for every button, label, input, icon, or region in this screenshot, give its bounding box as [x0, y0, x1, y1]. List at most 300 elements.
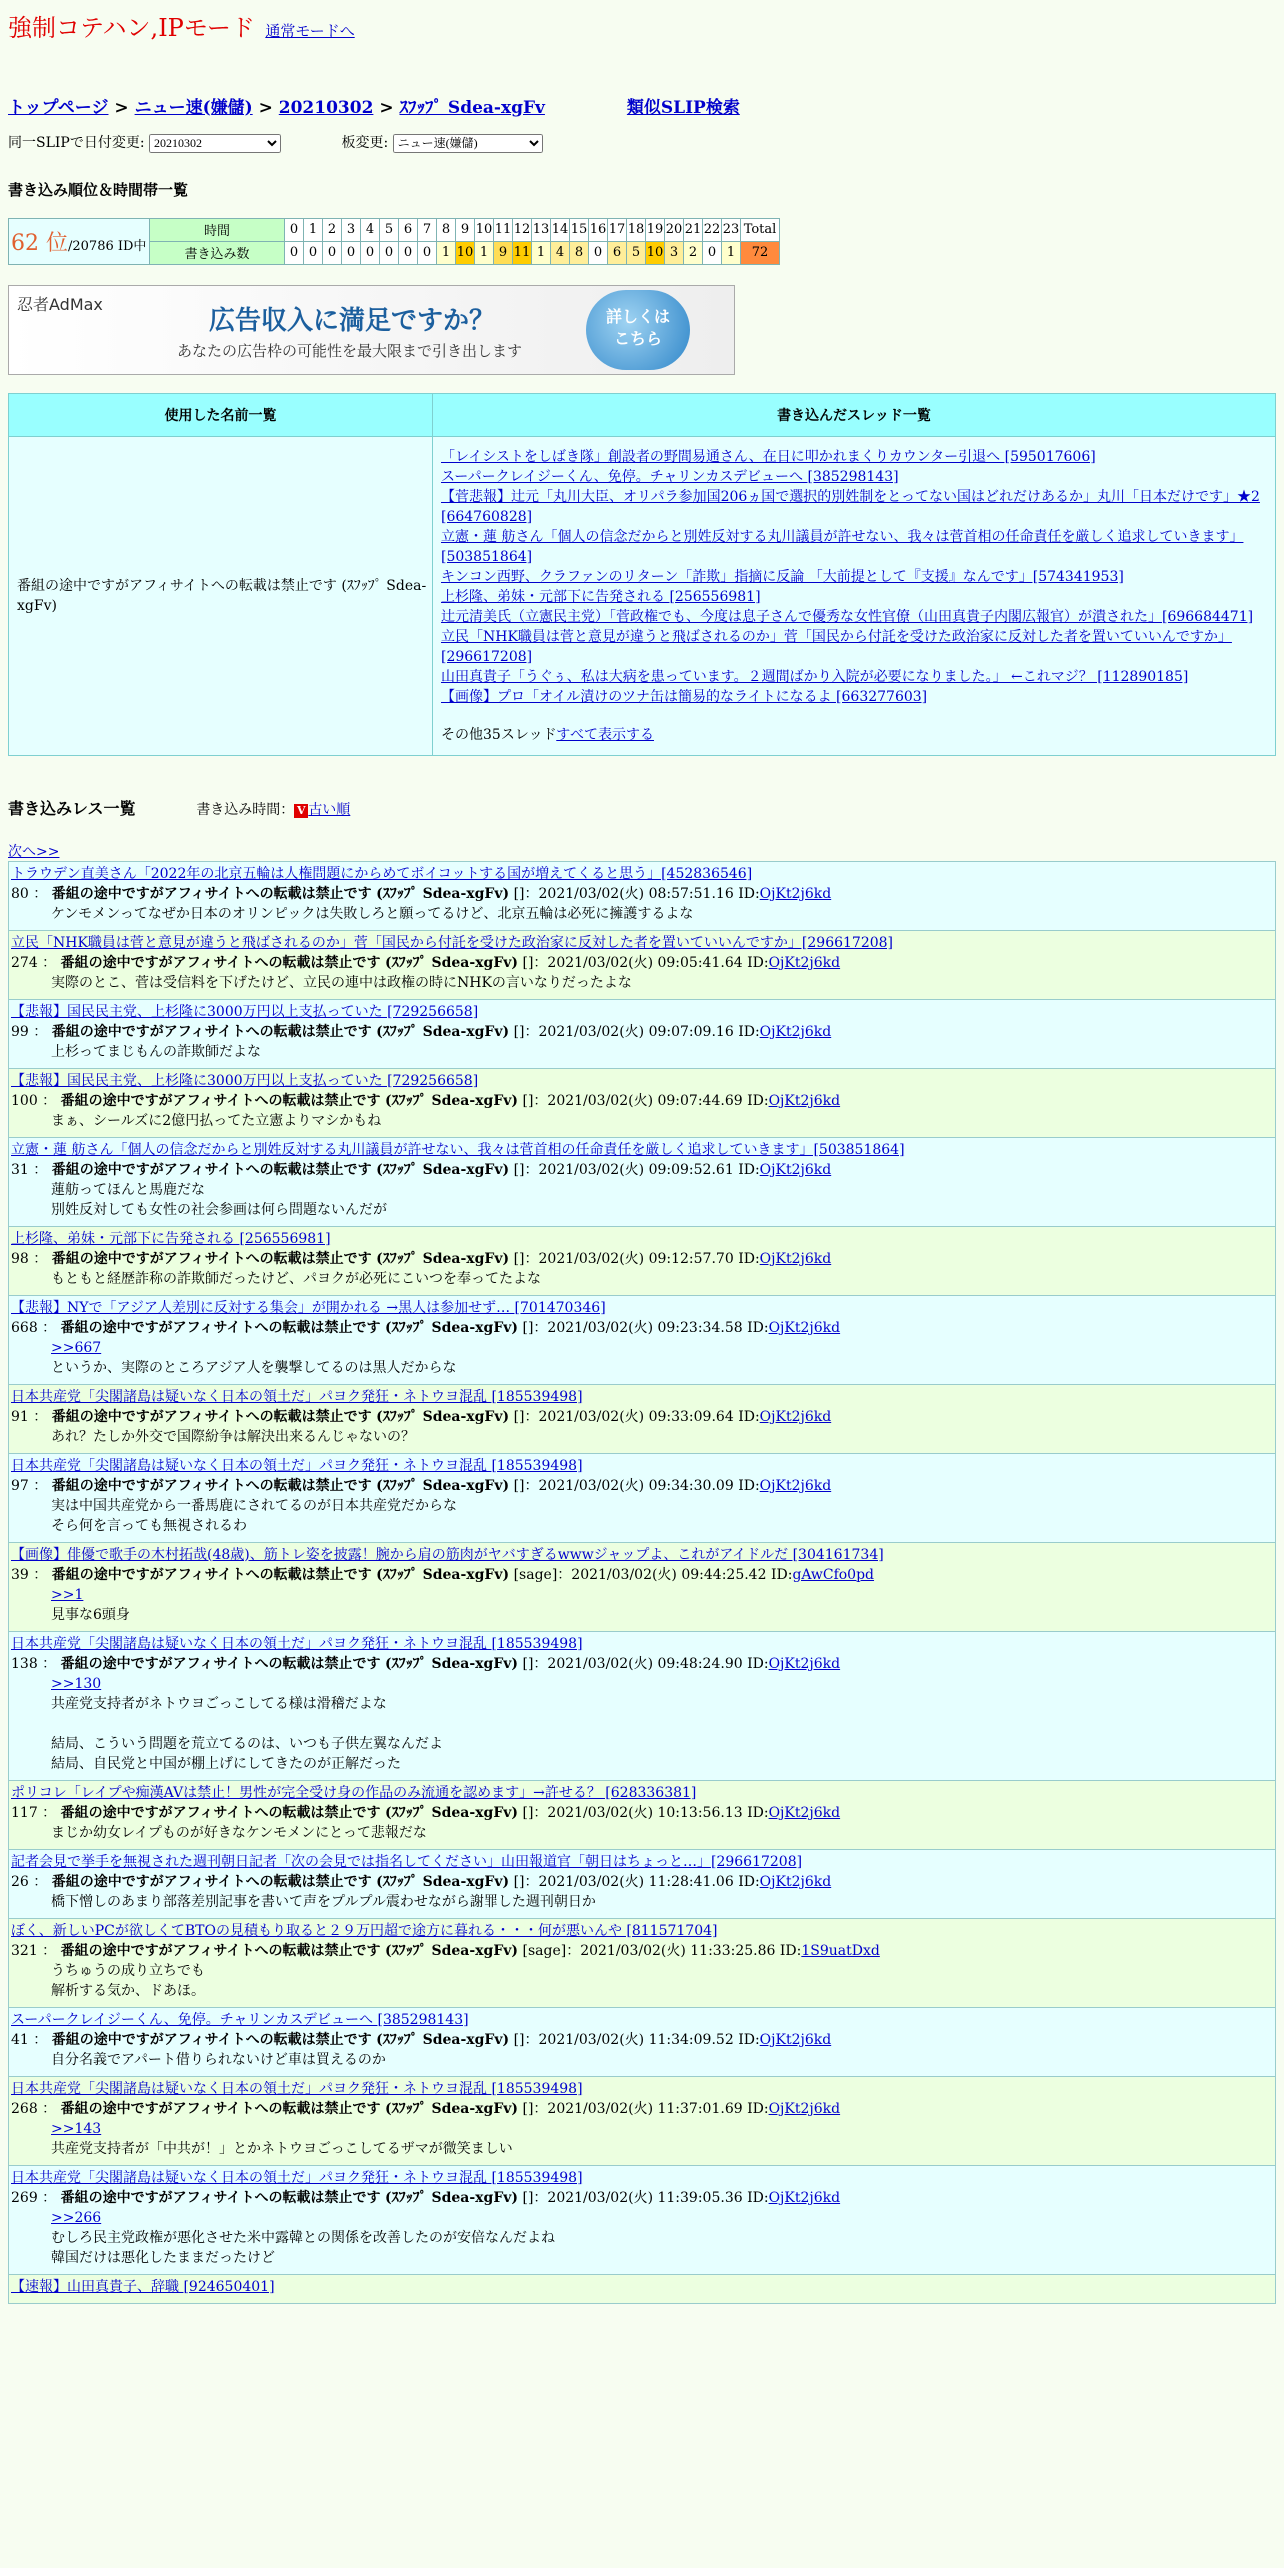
hour-cell: 1 — [304, 218, 323, 241]
post-header: 269 ： 番組の途中ですがアフィサイトへの転載は禁止です (ｽﾌｯﾌﾟ Sdea-xgFv) []：2021/03/02(火) 11:39:05.36 ID:OjKt2j6kd — [11, 2189, 841, 2206]
post-text-line: 橋下憎しのあまり部落差別記事を書いて声をプルプル震わせながら謝罪した週刊朝日か — [51, 1893, 596, 1910]
post-body — [11, 1496, 1273, 1536]
hour-cell: 22 — [703, 218, 722, 241]
post-text-line: まぁ、シールズに2億円払ってた立憲よりマシかもね — [51, 1112, 382, 1129]
post-item — [8, 2007, 1276, 2076]
post-mail: [] — [522, 2189, 534, 2206]
post-thread-link[interactable]: 日本共産党「尖閣諸島は疑いなく日本の領土だ」パヨク発狂・ネトウヨ混乱 [185539498] — [11, 2169, 583, 2186]
post-item — [8, 1384, 1276, 1453]
post-thread-link[interactable]: 記者会見で挙手を無視された週刊朝日記者「次の会見では指名してください」山田報道官「朝日はちょっと…」[296617208] — [11, 1853, 803, 1870]
thread-link[interactable]: キンコン西野、クラファンのリターン「詐欺」指摘に反論 「大前提として『支援』なんです」[574341953] — [441, 568, 1124, 585]
post-item — [8, 861, 1276, 930]
post-number: 41 — [11, 2031, 29, 2048]
post-id-link[interactable]: OjKt2j6kd — [768, 954, 841, 971]
post-slip: (ｽﾌｯﾌﾟ Sdea-xgFv) — [376, 1023, 510, 1040]
post-thread-link[interactable]: 【悲報】NYで「アジア人差別に反対する集会」が開かれる →黒人は参加せず… [701470346] — [11, 1299, 606, 1316]
hour-cell: 8 — [437, 218, 456, 241]
post-id-label: ID: — [747, 1804, 769, 1821]
post-body — [11, 973, 1273, 993]
count-cell: 0 — [380, 241, 399, 264]
post-item — [8, 1849, 1276, 1918]
post-mail: [] — [522, 1804, 534, 1821]
post-date: 2021/03/02(火) 11:28:41.06 — [538, 1873, 734, 1890]
order-control — [196, 802, 350, 818]
count-cell: 0 — [342, 241, 361, 264]
ranking-heading: 書き込み順位＆時間帯一覧 — [8, 180, 189, 199]
post-thread-link[interactable]: 日本共産党「尖閣諸島は疑いなく日本の領土だ」パヨク発狂・ネトウヨ混乱 [185539498] — [11, 2080, 583, 2097]
post-id-link[interactable]: OjKt2j6kd — [768, 1319, 841, 1336]
order-label: 書き込み時間： — [196, 801, 295, 818]
post-anchor-link[interactable]: >>1 — [51, 1586, 84, 1603]
post-header: 39 ： 番組の途中ですがアフィサイトへの転載は禁止です (ｽﾌｯﾌﾟ Sdea-xgFv) [sage]：2021/03/02(火) 09:44:25.42 ID:gAwCfo0pd — [11, 1566, 875, 1583]
post-slip: (ｽﾌｯﾌﾟ Sdea-xgFv) — [376, 1408, 510, 1425]
post-body — [11, 1180, 1273, 1220]
count-cell: 1 — [475, 241, 494, 264]
post-header: 274 ： 番組の途中ですがアフィサイトへの転載は禁止です (ｽﾌｯﾌﾟ Sdea-xgFv) []：2021/03/02(火) 09:05:41.64 ID:OjKt2j6kd — [11, 954, 841, 971]
post-number: 138 — [11, 1655, 38, 1672]
post-body — [11, 1427, 1273, 1447]
hour-cell: 9 — [456, 218, 475, 241]
post-header: 117 ： 番組の途中ですがアフィサイトへの転載は禁止です (ｽﾌｯﾌﾟ Sdea-xgFv) []：2021/03/02(火) 10:13:56.13 ID:OjKt2j6kd — [11, 1804, 841, 1821]
post-list — [8, 861, 1276, 2304]
hour-cell: 5 — [380, 218, 399, 241]
sort-v-icon: V — [294, 804, 308, 818]
post-header: 98 ： 番組の途中ですがアフィサイトへの転載は禁止です (ｽﾌｯﾌﾟ Sdea-xgFv) []：2021/03/02(火) 09:12:57.70 ID:OjKt2j6kd — [11, 1250, 832, 1267]
post-text-line: というか、実際のところアジア人を襲撃してるのは黒人だからな — [51, 1359, 457, 1376]
post-text-line: 別姓反対しても女性の社会参画は何ら問題ないんだが — [51, 1201, 387, 1218]
post-body — [11, 1892, 1273, 1912]
thread-link[interactable]: 「レイシストをしばき隊」創設者の野間易通さん、在日に叩かれまくりカウンター引退へ [595017606] — [441, 448, 1096, 465]
post-thread-link[interactable]: ポリコレ「レイプや痴漢AVは禁止！男性が完全受け身の作品のみ流通を認めます」→許せる？ [628336381] — [11, 1784, 697, 1801]
post-id-link[interactable]: gAwCfo0pd — [792, 1566, 875, 1583]
post-name: 番組の途中ですがアフィサイトへの転載は禁止です — [51, 1023, 372, 1040]
post-item — [8, 2165, 1276, 2274]
post-anchor-link[interactable]: >>266 — [51, 2209, 102, 2226]
post-id-link[interactable]: 1S9uatDxd — [801, 1942, 880, 1959]
ad-details-badge[interactable]: 詳しくは こちら — [586, 290, 690, 370]
posts-header — [8, 796, 1276, 819]
post-id-link[interactable]: OjKt2j6kd — [759, 1873, 832, 1890]
post-header: 41 ： 番組の途中ですがアフィサイトへの転載は禁止です (ｽﾌｯﾌﾟ Sdea-xgFv) []：2021/03/02(火) 11:34:09.52 ID:OjKt2j6kd — [11, 2031, 832, 2048]
count-cell: 8 — [570, 241, 589, 264]
post-id-label: ID: — [747, 954, 769, 971]
post-text-line: 自分名義でアパート借りられないけど車は買えるのか — [51, 2051, 386, 2068]
post-body — [11, 1961, 1273, 2001]
post-id-label: ID: — [747, 1655, 769, 1672]
thread-link[interactable]: 上杉隆、弟妹・元部下に告発される [256556981] — [441, 588, 761, 605]
count-cell: 5 — [627, 241, 646, 264]
thread-link[interactable]: 【画像】プロ「オイル漬けのツナ缶は簡易的なライトになるよ [663277603] — [441, 688, 928, 705]
post-mail: [] — [522, 1092, 534, 1109]
post-text-line: そら何を言っても無視されるわ — [51, 1517, 247, 1534]
thread-link[interactable]: 立民「NHK職員は菅と意見が違うと飛ばされるのか」菅「国民から付託を受けた政治家に反対した者を置いていいんですか」[296617208] — [441, 628, 1232, 665]
count-cell: 0 — [304, 241, 323, 264]
post-mail: [] — [522, 954, 534, 971]
post-thread-link[interactable]: トラウデン直美さん「2022年の北京五輪は人権問題にからめてボイコットする国が増えてくると思う」[452836546] — [11, 865, 753, 882]
post-thread-link[interactable]: スーパークレイジーくん、免停。チャリンカスデビューへ [385298143] — [11, 2011, 469, 2028]
post-id-label: ID: — [738, 1477, 760, 1494]
hour-cell: 17 — [608, 218, 627, 241]
post-item — [8, 2274, 1276, 2303]
post-mail: [] — [522, 1319, 534, 1336]
hour-cell: 15 — [570, 218, 589, 241]
post-number: 31 — [11, 1161, 29, 1178]
post-text-line: 実際のとこ、菅は受信料を下げたけど、立民の連中は政権の時にNHKの言いなりだったよな — [51, 974, 632, 991]
post-name: 番組の途中ですがアフィサイトへの転載は禁止です — [51, 1873, 372, 1890]
post-date: 2021/03/02(火) 09:09:52.61 — [538, 1161, 734, 1178]
post-id-label: ID: — [779, 1942, 802, 1959]
post-id-label: ID: — [738, 885, 760, 902]
post-name: 番組の途中ですがアフィサイトへの転載は禁止です — [60, 1804, 381, 1821]
post-number: 100 — [11, 1092, 38, 1109]
sort-oldest-link[interactable]: 古い順 — [308, 801, 351, 818]
post-id-label: ID: — [747, 1092, 769, 1109]
post-thread-link[interactable]: 日本共産党「尖閣諸島は疑いなく日本の領土だ」パヨク発狂・ネトウヨ混乱 [185539498] — [11, 1635, 583, 1652]
post-text-line: 結局、こういう問題を荒立てるのは、いつも子供左翼なんだよ — [51, 1735, 443, 1752]
hour-cell: 20 — [665, 218, 684, 241]
post-id-link[interactable]: OjKt2j6kd — [759, 1408, 832, 1425]
hour-cell: 6 — [399, 218, 418, 241]
post-body — [11, 1338, 1273, 1378]
post-id-link[interactable]: OjKt2j6kd — [759, 1161, 832, 1178]
post-thread-link[interactable]: 立憲・蓮 舫さん「個人の信念だからと別姓反対する丸川議員が許せない、我々は菅首相の任命責任を厳しく追求していきます」[503851864] — [11, 1141, 905, 1158]
post-header: 91 ： 番組の途中ですがアフィサイトへの転載は禁止です (ｽﾌｯﾌﾟ Sdea-xgFv) []：2021/03/02(火) 09:33:09.64 ID:OjKt2j6kd — [11, 1408, 832, 1425]
post-date: 2021/03/02(火) 11:37:01.69 — [547, 2100, 743, 2117]
post-item — [8, 1137, 1276, 1226]
hour-cell: 4 — [361, 218, 380, 241]
post-text-line: うちゅうの成り立ちでも — [51, 1962, 205, 1979]
count-cell: 0 — [399, 241, 418, 264]
count-cell: 10 — [456, 241, 475, 264]
post-thread-link[interactable]: 【画像】俳優で歌手の木村拓哉(48歳)、筋トレ姿を披露！腕から肩の筋肉がヤバすぎるwwwジャップよ、これがアイドルだ [304161734] — [11, 1546, 884, 1563]
post-name: 番組の途中ですがアフィサイトへの転載は禁止です — [60, 954, 381, 971]
count-cell: 0 — [703, 241, 722, 264]
post-name: 番組の途中ですがアフィサイトへの転載は禁止です — [60, 1942, 381, 1959]
post-text-line: もともと経歴詐称の詐欺師だったけど、パヨクが必死にこいつを奉ってたよな — [51, 1270, 541, 1287]
post-header: 99 ： 番組の途中ですがアフィサイトへの転載は禁止です (ｽﾌｯﾌﾟ Sdea-xgFv) []：2021/03/02(火) 09:07:09.16 ID:OjKt2j6kd — [11, 1023, 832, 1040]
post-id-link[interactable]: OjKt2j6kd — [759, 2031, 832, 2048]
post-thread-link[interactable]: 【悲報】国民民主党、上杉隆に3000万円以上支払っていた [729256658] — [11, 1003, 479, 1020]
count-cell: 11 — [513, 241, 532, 264]
post-header: 321 ： 番組の途中ですがアフィサイトへの転載は禁止です (ｽﾌｯﾌﾟ Sdea-xgFv) [sage]：2021/03/02(火) 11:33:25.86 ID:1S9uatDxd — [11, 1942, 880, 1959]
post-id-link[interactable]: OjKt2j6kd — [759, 1477, 832, 1494]
post-mail: [] — [513, 1023, 525, 1040]
post-item — [8, 930, 1276, 999]
post-slip: (ｽﾌｯﾌﾟ Sdea-xgFv) — [385, 1655, 519, 1672]
hour-cell: 23 — [722, 218, 741, 241]
count-cell: 6 — [608, 241, 627, 264]
post-thread-link[interactable]: 【悲報】国民民主党、上杉隆に3000万円以上支払っていた [729256658] — [11, 1072, 479, 1089]
post-number: 321 — [11, 1942, 38, 1959]
post-header: 138 ： 番組の途中ですがアフィサイトへの転載は禁止です (ｽﾌｯﾌﾟ Sdea-xgFv) []：2021/03/02(火) 09:48:24.90 ID:OjKt2j6kd — [11, 1655, 841, 1672]
post-text-line: 上杉ってまじもんの詐欺師だよな — [51, 1043, 261, 1060]
post-id-label: ID: — [738, 1873, 760, 1890]
ad-headline: 広告収入に満足ですか？ — [209, 305, 496, 336]
ad-banner[interactable] — [8, 285, 735, 375]
post-mail: [sage] — [513, 1566, 558, 1583]
next-page-link[interactable]: 次へ>> — [8, 843, 60, 860]
hour-cell: 0 — [285, 218, 304, 241]
post-number: 268 — [11, 2100, 38, 2117]
post-date: 2021/03/02(火) 11:33:25.86 — [580, 1942, 776, 1959]
post-body — [11, 904, 1273, 924]
post-body — [11, 1111, 1273, 1131]
count-cell: 0 — [323, 241, 342, 264]
post-text-line: 蓮舫ってほんと馬鹿だな — [51, 1181, 205, 1198]
rank-suffix: /20786 ID中 — [68, 238, 147, 254]
post-item — [8, 1631, 1276, 1780]
thread-link[interactable]: 【菅悲報】辻元「丸川大臣、オリパラ参加国206ヵ国で選択的別姓制をとってない国はどれだけあるか」丸川「日本だけです」★2 [664760828] — [441, 488, 1260, 525]
hour-cell: 2 — [323, 218, 342, 241]
post-slip: (ｽﾌｯﾌﾟ Sdea-xgFv) — [376, 1161, 510, 1178]
names-column-header: 使用した名前一覧 — [9, 393, 433, 436]
post-id-link[interactable]: OjKt2j6kd — [768, 2189, 841, 2206]
post-mail: [sage] — [522, 1942, 567, 1959]
used-name: 番組の途中ですがアフィサイトへの転載は禁止です (ｽﾌｯﾌﾟ Sdea-xgFv) — [9, 436, 433, 755]
post-thread-link[interactable]: 日本共産党「尖閣諸島は疑いなく日本の領土だ」パヨク発狂・ネトウヨ混乱 [185539498] — [11, 1388, 583, 1405]
post-mail: [] — [513, 1408, 525, 1425]
post-id-label: ID: — [738, 1023, 760, 1040]
hour-total-header: Total — [741, 218, 780, 241]
post-slip: (ｽﾌｯﾌﾟ Sdea-xgFv) — [385, 1804, 519, 1821]
post-mail: [] — [513, 2031, 525, 2048]
post-slip: (ｽﾌｯﾌﾟ Sdea-xgFv) — [376, 1250, 510, 1267]
count-cell: 2 — [684, 241, 703, 264]
post-date: 2021/03/02(火) 09:48:24.90 — [547, 1655, 743, 1672]
thread-link[interactable]: 辻元清美氏（立憲民主党）「菅政権でも、今度は息子さんで優秀な女性官僚（山田真貴子内閣広報官）が潰された」[696684471] — [441, 608, 1254, 625]
post-body — [11, 1269, 1273, 1289]
more-threads — [441, 725, 1267, 745]
post-name: 番組の途中ですがアフィサイトへの転載は禁止です — [51, 1161, 372, 1178]
post-header: 31 ： 番組の途中ですがアフィサイトへの転載は禁止です (ｽﾌｯﾌﾟ Sdea-xgFv) []：2021/03/02(火) 09:09:52.61 ID:OjKt2j6kd — [11, 1161, 832, 1178]
post-id-link[interactable]: OjKt2j6kd — [768, 1655, 841, 1672]
post-text-line: 解析する気か、ドあほ。 — [51, 1982, 205, 1999]
post-item — [8, 1295, 1276, 1384]
post-body — [11, 1674, 1273, 1774]
thread-link[interactable]: 立憲・蓮 舫さん「個人の信念だからと別姓反対する丸川議員が許せない、我々は菅首相の任命責任を厳しく追求していきます」[503851864] — [441, 528, 1244, 565]
post-date: 2021/03/02(火) 10:13:56.13 — [547, 1804, 743, 1821]
post-date: 2021/03/02(火) 08:57:51.16 — [538, 885, 734, 902]
count-cell: 1 — [532, 241, 551, 264]
count-cell: 1 — [722, 241, 741, 264]
same-slip-date-label: 同一SLIPで日付変更: — [8, 135, 145, 151]
breadcrumb-board[interactable]: ニュー速(嫌儲) — [134, 98, 253, 118]
post-slip: (ｽﾌｯﾌﾟ Sdea-xgFv) — [385, 1092, 519, 1109]
post-text-line — [51, 1714, 1273, 1734]
post-body — [11, 2050, 1273, 2070]
post-slip: (ｽﾌｯﾌﾟ Sdea-xgFv) — [376, 1873, 510, 1890]
post-number: 39 — [11, 1566, 29, 1583]
post-mail: [] — [513, 1873, 525, 1890]
post-body — [11, 1042, 1273, 1062]
post-name: 番組の途中ですがアフィサイトへの転載は禁止です — [60, 2100, 381, 2117]
post-date: 2021/03/02(火) 09:12:57.70 — [538, 1250, 734, 1267]
post-slip: (ｽﾌｯﾌﾟ Sdea-xgFv) — [376, 885, 510, 902]
post-name: 番組の途中ですがアフィサイトへの転載は禁止です — [51, 1566, 372, 1583]
post-text-line: まじか幼女レイプものが好きなケンモメンにとって悲報だな — [51, 1824, 427, 1841]
post-mail: [] — [513, 1161, 525, 1178]
hour-cell: 12 — [513, 218, 532, 241]
show-all-threads-link[interactable]: すべて表示する — [556, 726, 654, 743]
post-number: 91 — [11, 1408, 29, 1425]
names-threads-table — [8, 393, 1276, 756]
posts-title: 書き込みレス一覧 — [8, 798, 136, 818]
breadcrumb-home[interactable]: トップページ — [8, 98, 109, 118]
count-total: 72 — [741, 241, 780, 264]
post-id-label: ID: — [747, 1319, 769, 1336]
count-cell: 9 — [494, 241, 513, 264]
hour-cell: 7 — [418, 218, 437, 241]
post-anchor-link[interactable]: >>143 — [51, 2120, 102, 2137]
hour-cell: 11 — [494, 218, 513, 241]
post-id-link[interactable]: OjKt2j6kd — [768, 2100, 841, 2117]
post-thread-link[interactable]: 日本共産党「尖閣諸島は疑いなく日本の領土だ」パヨク発狂・ネトウヨ混乱 [185539498] — [11, 1457, 583, 1474]
post-name: 番組の途中ですがアフィサイトへの転載は禁止です — [51, 1250, 372, 1267]
board-change-select[interactable] — [393, 134, 543, 153]
thread-list — [433, 436, 1276, 755]
hour-cell: 3 — [342, 218, 361, 241]
threads-column-header: 書き込んだスレッド一覧 — [433, 393, 1276, 436]
post-number: 98 — [11, 1250, 29, 1267]
hour-cell: 18 — [627, 218, 646, 241]
post-mail: [] — [513, 1250, 525, 1267]
thread-link[interactable]: スーパークレイジーくん、免停。チャリンカスデビューへ [385298143] — [441, 468, 899, 485]
post-thread-link[interactable]: 上杉隆、弟妹・元部下に告発される [256556981] — [11, 1230, 331, 1247]
post-id-label: ID: — [738, 1408, 760, 1425]
ad-subtext: あなたの広告枠の可能性を最大限まで引き出します — [177, 341, 523, 360]
post-header: 26 ： 番組の途中ですがアフィサイトへの転載は禁止です (ｽﾌｯﾌﾟ Sdea-xgFv) []：2021/03/02(火) 11:28:41.06 ID:OjKt2j6kd — [11, 1873, 832, 1890]
post-number: 99 — [11, 1023, 29, 1040]
hour-cell: 16 — [589, 218, 608, 241]
post-name: 番組の途中ですがアフィサイトへの転載は禁止です — [51, 885, 372, 902]
post-text-line: 韓国だけは悪化したままだったけど — [51, 2249, 275, 2266]
post-slip: (ｽﾌｯﾌﾟ Sdea-xgFv) — [376, 2031, 510, 2048]
post-mail: [] — [522, 2100, 534, 2117]
post-item — [8, 1542, 1276, 1631]
post-id-label: ID: — [738, 1161, 760, 1178]
post-text-line: あれ？たしか外交で国際紛争は解決出来るんじゃないの？ — [51, 1428, 415, 1445]
breadcrumb-separator: > — [258, 98, 273, 118]
post-name: 番組の途中ですがアフィサイトへの転載は禁止です — [51, 1408, 372, 1425]
page-title: 強制コテハン,IPモード — [8, 14, 255, 42]
post-name: 番組の途中ですがアフィサイトへの転載は禁止です — [60, 1319, 381, 1336]
count-cell: 10 — [646, 241, 665, 264]
post-anchor-link[interactable]: >>130 — [51, 1675, 102, 1692]
similar-slip-search-link[interactable]: 類似SLIP検索 — [626, 98, 740, 118]
breadcrumb-separator: > — [114, 98, 129, 118]
count-cell: 0 — [285, 241, 304, 264]
breadcrumb-separator: > — [379, 98, 394, 118]
post-header: 268 ： 番組の途中ですがアフィサイトへの転載は禁止です (ｽﾌｯﾌﾟ Sdea-xgFv) []：2021/03/02(火) 11:37:01.69 ID:OjKt2j6kd — [11, 2100, 841, 2117]
post-name: 番組の途中ですがアフィサイトへの転載は禁止です — [60, 1655, 381, 1672]
breadcrumb-slip[interactable]: ｽﾌｯﾌﾟ Sdea-xgFv — [399, 98, 545, 118]
hour-cell: 19 — [646, 218, 665, 241]
post-header: 80 ： 番組の途中ですがアフィサイトへの転載は禁止です (ｽﾌｯﾌﾟ Sdea-xgFv) []：2021/03/02(火) 08:57:51.16 ID:OjKt2j6kd — [11, 885, 832, 902]
count-cell: 0 — [589, 241, 608, 264]
post-body — [11, 2208, 1273, 2268]
post-slip: (ｽﾌｯﾌﾟ Sdea-xgFv) — [385, 1319, 519, 1336]
ranking-table — [8, 218, 780, 265]
post-thread-link[interactable]: 立民「NHK職員は菅と意見が違うと飛ばされるのか」菅「国民から付託を受けた政治家に反対した者を置いていいんですか」[296617208] — [11, 934, 894, 951]
post-mail: [] — [513, 885, 525, 902]
post-thread-link[interactable]: 【速報】山田真貴子、辞職 [924650401] — [11, 2278, 275, 2295]
row-count-label: 書き込み数 — [150, 241, 285, 264]
post-item — [8, 1453, 1276, 1542]
count-cell: 0 — [361, 241, 380, 264]
post-date: 2021/03/02(火) 09:23:34.58 — [547, 1319, 743, 1336]
more-threads-count: その他35スレッド — [441, 726, 557, 743]
post-date: 2021/03/02(火) 09:33:09.64 — [538, 1408, 734, 1425]
post-item — [8, 1780, 1276, 1849]
post-item — [8, 2076, 1276, 2165]
normal-mode-link[interactable]: 通常モードへ — [265, 22, 355, 40]
post-number: 668 — [11, 1319, 38, 1336]
post-name: 番組の途中ですがアフィサイトへの転載は禁止です — [51, 1477, 372, 1494]
count-cell: 0 — [418, 241, 437, 264]
post-id-label: ID: — [747, 2189, 769, 2206]
post-header: 100 ： 番組の途中ですがアフィサイトへの転載は禁止です (ｽﾌｯﾌﾟ Sdea-xgFv) []：2021/03/02(火) 09:07:44.69 ID:OjKt2j6kd — [11, 1092, 841, 1109]
post-date: 2021/03/02(火) 09:44:25.42 — [571, 1566, 767, 1583]
post-id-label: ID: — [747, 2100, 769, 2117]
post-id-link[interactable]: OjKt2j6kd — [759, 885, 832, 902]
post-number: 117 — [11, 1804, 38, 1821]
post-date: 2021/03/02(火) 09:05:41.64 — [547, 954, 743, 971]
selector-row — [8, 132, 1276, 153]
post-mail: [] — [513, 1477, 525, 1494]
post-item — [8, 1918, 1276, 2007]
ad-brand-logo: 忍者AdMax — [17, 294, 103, 314]
post-item — [8, 1226, 1276, 1295]
count-cell: 3 — [665, 241, 684, 264]
post-thread-link[interactable]: ぼく、新しいPCが欲しくてBTOの見積もり取ると２９万円超で途方に暮れる・・・何が悪いんや [811571704] — [11, 1922, 718, 1939]
post-mail: [] — [522, 1655, 534, 1672]
post-anchor-link[interactable]: >>667 — [51, 1339, 102, 1356]
post-id-link[interactable]: OjKt2j6kd — [759, 1023, 832, 1040]
post-body — [11, 1585, 1273, 1625]
post-slip: (ｽﾌｯﾌﾟ Sdea-xgFv) — [385, 2100, 519, 2117]
breadcrumb-date[interactable]: 20210302 — [278, 98, 374, 118]
post-number: 269 — [11, 2189, 38, 2206]
post-slip: (ｽﾌｯﾌﾟ Sdea-xgFv) — [385, 1942, 519, 1959]
post-date: 2021/03/02(火) 09:07:09.16 — [538, 1023, 734, 1040]
post-name: 番組の途中ですがアフィサイトへの転載は禁止です — [51, 2031, 372, 2048]
post-number: 26 — [11, 1873, 29, 1890]
post-slip: (ｽﾌｯﾌﾟ Sdea-xgFv) — [376, 1566, 510, 1583]
hour-cell: 13 — [532, 218, 551, 241]
post-header: 97 ： 番組の途中ですがアフィサイトへの転載は禁止です (ｽﾌｯﾌﾟ Sdea-xgFv) []：2021/03/02(火) 09:34:30.09 ID:OjKt2j6kd — [11, 1477, 832, 1494]
post-name: 番組の途中ですがアフィサイトへの転載は禁止です — [60, 1092, 381, 1109]
count-cell: 1 — [437, 241, 456, 264]
post-id-link[interactable]: OjKt2j6kd — [768, 1804, 841, 1821]
same-slip-date-select[interactable] — [149, 134, 281, 153]
post-text-line: 実は中国共産党から一番馬鹿にされてるのが日本共産党だからな — [51, 1497, 457, 1514]
post-id-link[interactable]: OjKt2j6kd — [768, 1092, 841, 1109]
thread-link[interactable]: 山田真貴子「うぐぅ、私は大病を患っています。２週間ばかり入院が必要になりました。」 ←これマジ？ [112890185] — [441, 668, 1189, 685]
post-text-line: 共産党支持者が「中共が！」とかネトウヨごっこしてるザマが微笑ましい — [51, 2140, 513, 2157]
rank-value: 62 位 — [11, 230, 68, 256]
board-change-label: 板変更: — [341, 135, 389, 151]
post-id-label: ID: — [770, 1566, 793, 1583]
post-date: 2021/03/02(火) 09:07:44.69 — [547, 1092, 743, 1109]
post-text-line: むしろ民主党政権が悪化させた米中露韓との関係を改善したのが安倍なんだよね — [51, 2229, 555, 2246]
post-id-link[interactable]: OjKt2j6kd — [759, 1250, 832, 1267]
post-date: 2021/03/02(火) 11:34:09.52 — [538, 2031, 734, 2048]
post-body — [11, 1823, 1273, 1843]
post-text-line: ケンモメンってなぜか日本のオリンピックは失敗しろと願ってるけど、北京五輪は必死に擁護するよな — [51, 905, 694, 922]
post-text-line: 共産党支持者がネトウヨごっこしてる様は滑稽だよな — [51, 1695, 387, 1712]
post-text-line: 見事な6頭身 — [51, 1606, 130, 1623]
post-id-label: ID: — [738, 1250, 760, 1267]
